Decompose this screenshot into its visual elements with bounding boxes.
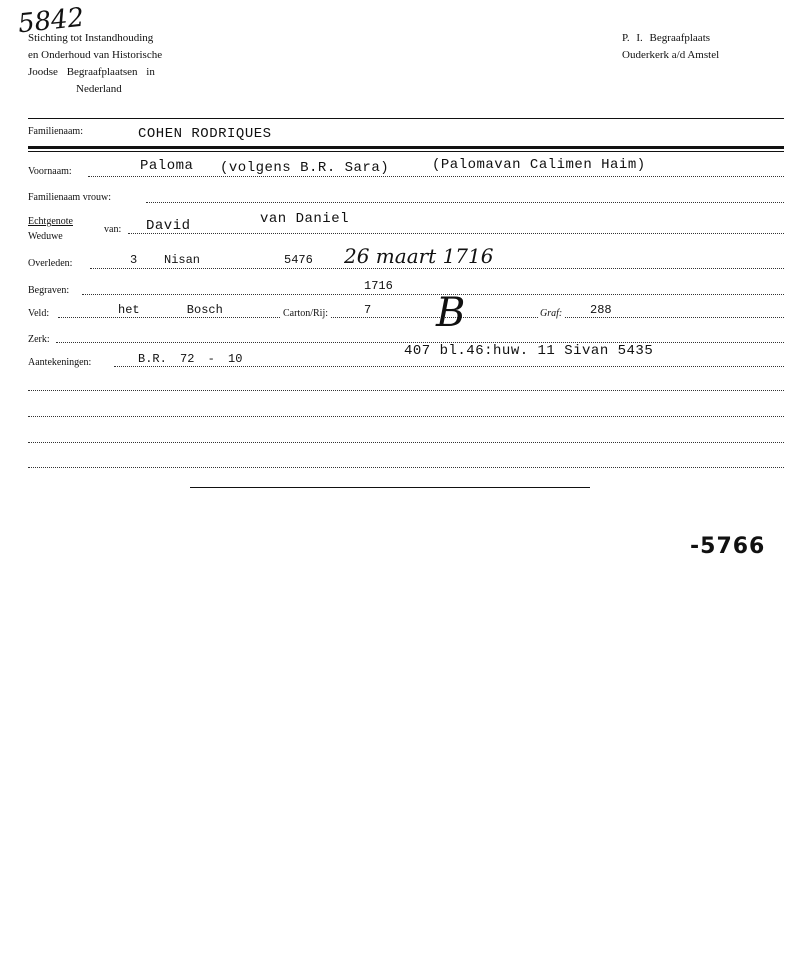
weduwe-label: Weduwe <box>28 231 63 242</box>
cemetery-block <box>622 30 719 64</box>
veld-value: het Bosch <box>118 303 223 317</box>
organization-block <box>28 30 162 98</box>
graf-value: 288 <box>590 303 612 317</box>
familienaam-label: Familienaam: <box>28 126 83 137</box>
van-label: van: <box>104 224 122 235</box>
org-line-4: Nederland <box>76 83 122 95</box>
overleden-year: 5476 <box>284 253 313 267</box>
voornaam-note-1: (volgens B.R. Sara) <box>220 160 390 176</box>
carton-label: Carton/Rij: <box>283 308 328 319</box>
echtgenote-label: Echtgenote <box>28 216 73 227</box>
aantekeningen-line <box>114 366 784 367</box>
carton-value: 7 <box>364 303 372 317</box>
note-line-1 <box>28 390 784 391</box>
handwritten-letter: B <box>436 290 466 336</box>
veld-label: Veld: <box>28 308 50 319</box>
note-line-4 <box>28 467 784 468</box>
aantekeningen-value-2: 407 bl.46:huw. 11 Sivan 5435 <box>404 343 654 359</box>
voornaam-label: Voornaam: <box>28 166 72 177</box>
begraven-value: 1716 <box>364 279 393 293</box>
org-line-1: Stichting tot Instandhouding <box>28 32 154 44</box>
top-rule <box>28 118 784 119</box>
overleden-month: Nisan <box>164 253 201 267</box>
zerk-label: Zerk: <box>28 334 50 345</box>
echtgenote-value-2: van Daniel <box>260 211 350 227</box>
org-line-2: en Onderhoud van Historische <box>28 49 163 61</box>
cemetery-line-2: Ouderkerk a/d Amstel <box>622 49 720 61</box>
voornaam-note-2: (Palomavan Calimen Haim) <box>432 157 646 173</box>
graf-label: Graf: <box>540 308 563 319</box>
org-line-3: Joodse Begraafplaatsen in <box>28 66 155 78</box>
note-line-3 <box>28 442 784 443</box>
overleden-line <box>90 268 784 269</box>
veld-line <box>58 317 784 318</box>
familienaam-value: COHEN RODRIQUES <box>138 126 272 142</box>
voornaam-value: Paloma <box>140 158 194 174</box>
familienaam-vrouw-label: Familienaam vrouw: <box>28 192 112 203</box>
card-number: 5842 <box>16 2 86 40</box>
begraven-line <box>82 294 784 295</box>
cemetery-line-1: P. I. Begraafplaats <box>622 32 711 44</box>
begraven-label: Begraven: <box>28 285 70 296</box>
stamp-number: -5766 <box>690 534 766 559</box>
familienaam-vrouw-line <box>146 202 784 203</box>
overleden-day: 3 <box>130 253 138 267</box>
bottom-rule <box>190 487 590 488</box>
double-rule-bottom <box>28 151 784 152</box>
aantekeningen-value: B.R. 72 - 10 <box>138 352 243 366</box>
aantekeningen-label: Aantekeningen: <box>28 357 92 368</box>
echtgenote-line <box>128 233 784 234</box>
overleden-label: Overleden: <box>28 258 73 269</box>
note-line-2 <box>28 416 784 417</box>
overleden-handwritten-date: 26 maart 1716 <box>344 244 494 268</box>
voornaam-line <box>88 176 784 177</box>
echtgenote-value: David <box>146 218 191 234</box>
double-rule-top <box>28 146 784 149</box>
